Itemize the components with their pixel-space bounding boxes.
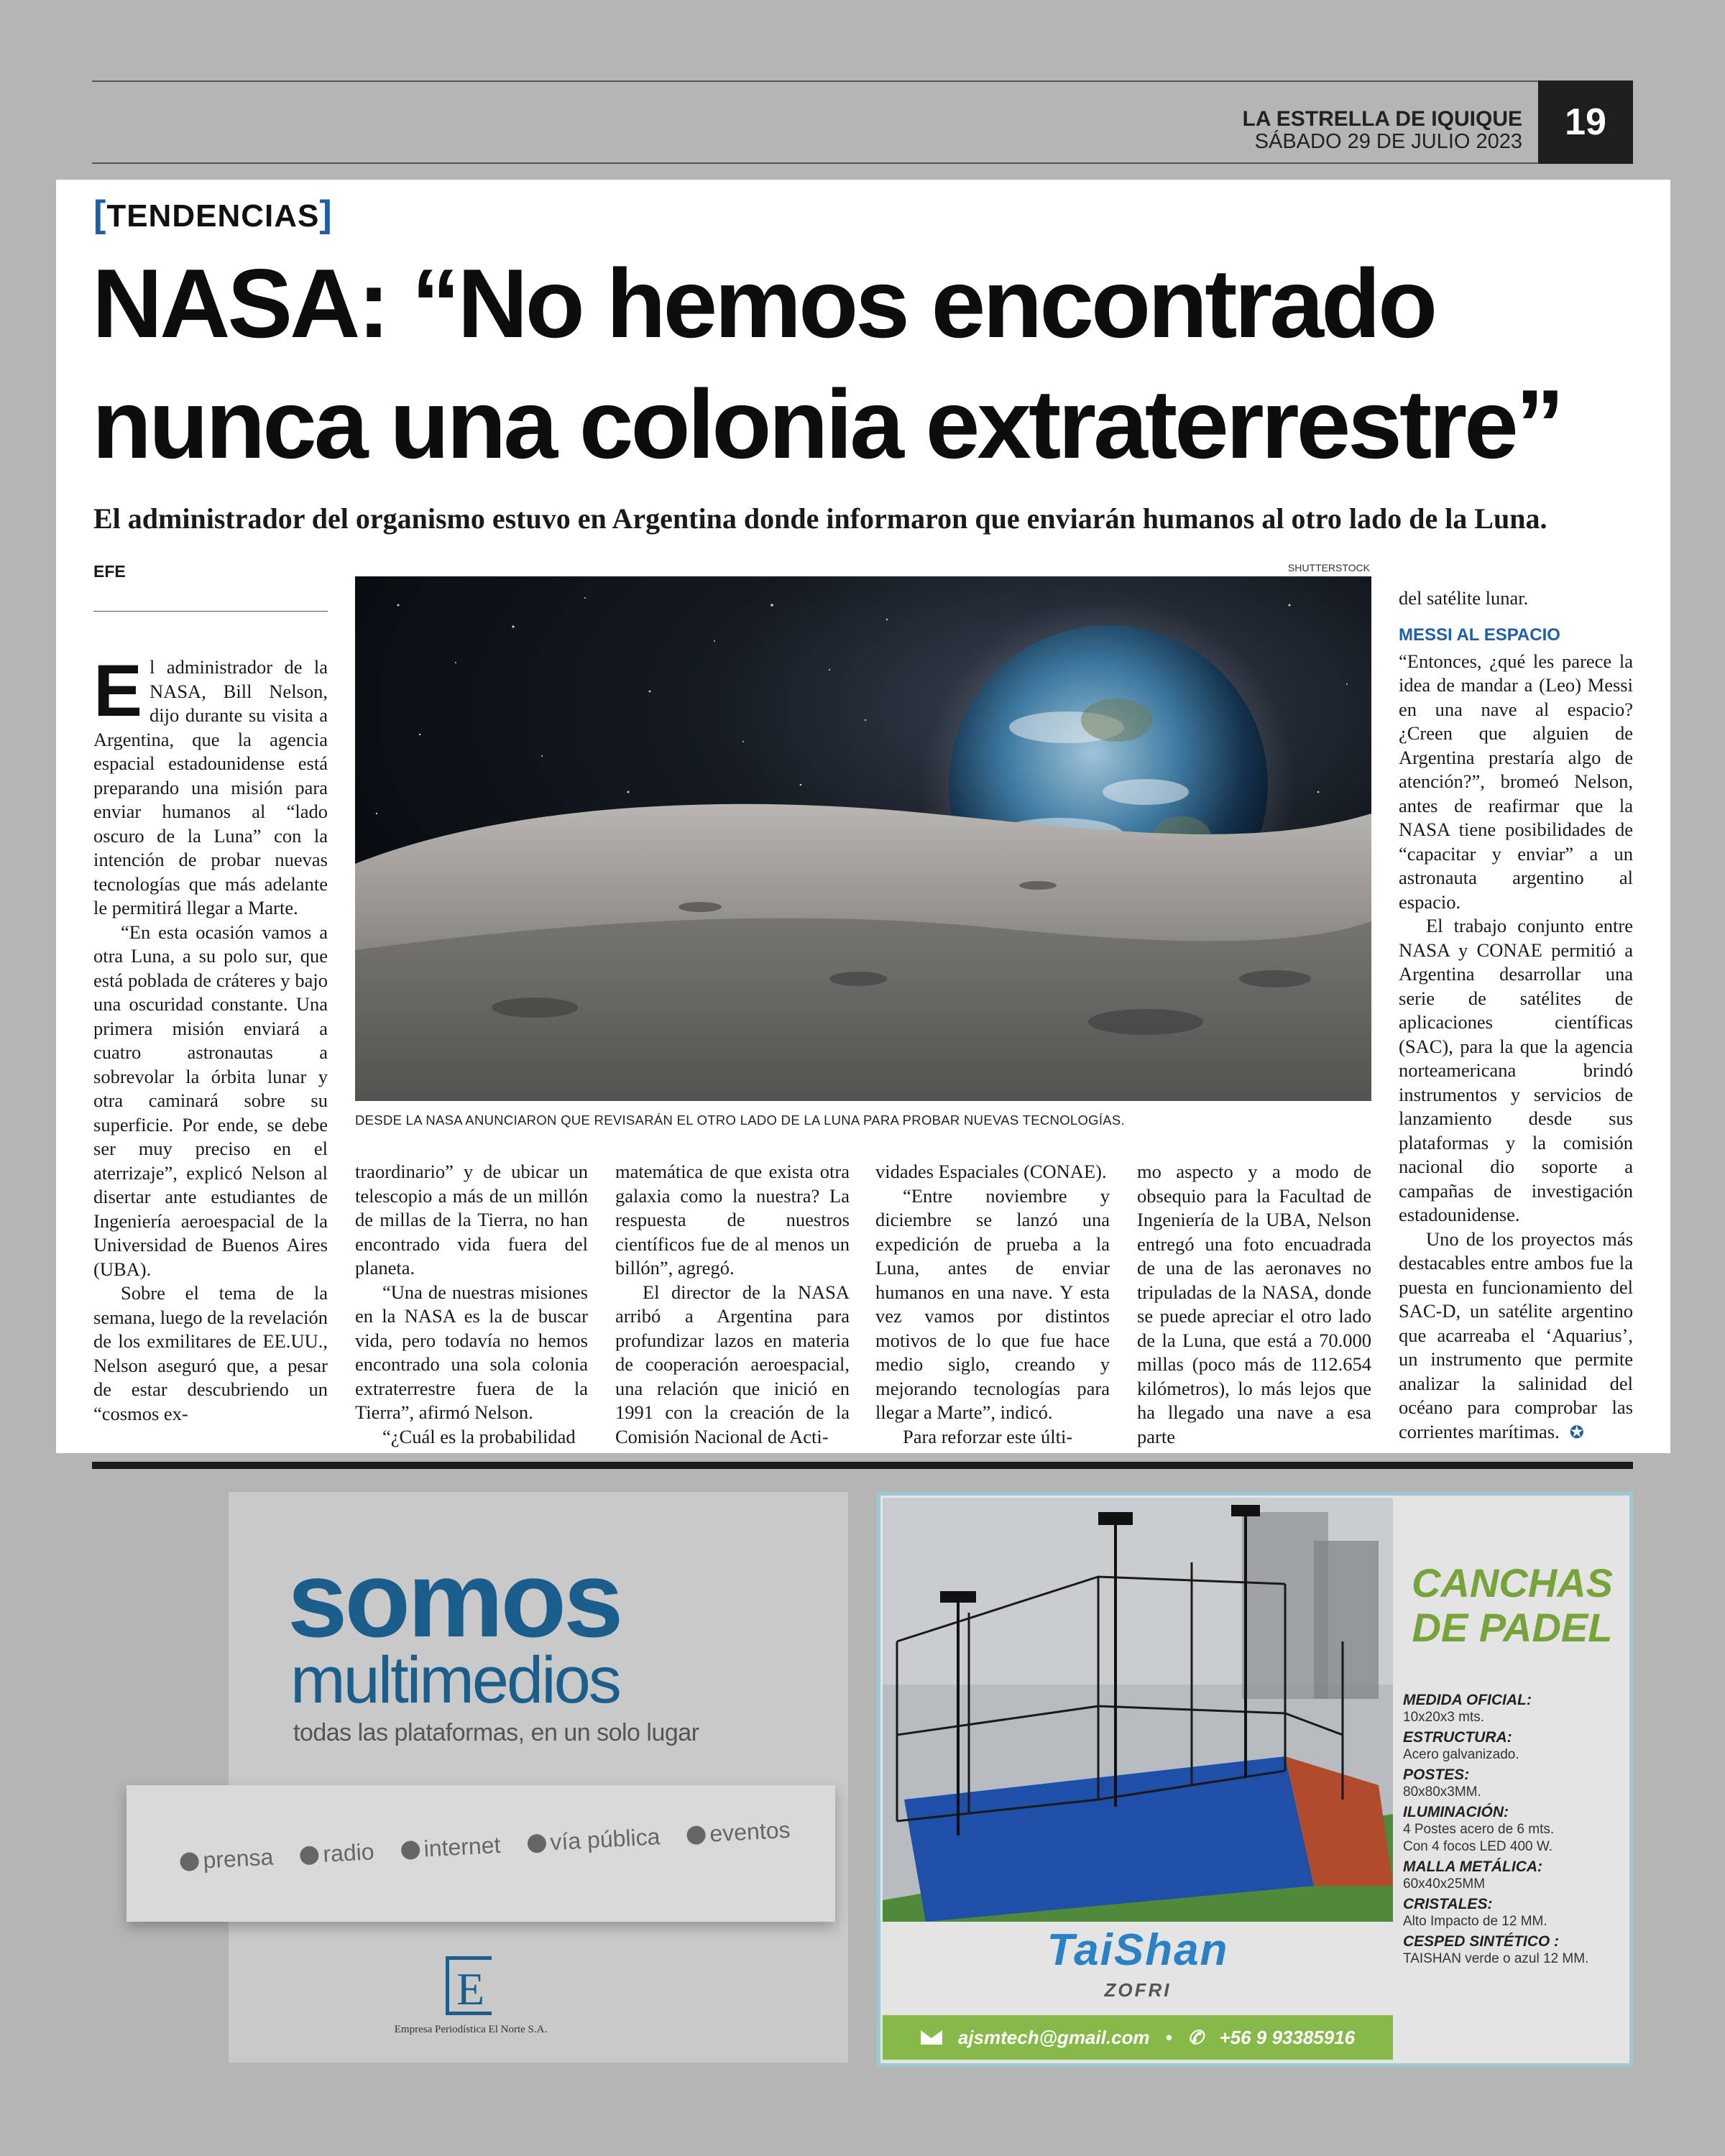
ad-divider [92,1462,1633,1469]
channel-prensa [180,1843,275,1875]
paragraph [1399,1227,1633,1446]
moon-earth-photo [355,576,1371,1101]
photo-caption: DESDE LA NASA ANUNCIARON QUE REVISARÁN EL OTRO LADO DE LA LUNA PARA PROBAR NUEVAS TECNOLOGÍAS. [355,1112,1126,1128]
contact-email[interactable]: ajsmtech@gmail.com [957,2026,1150,2048]
paragraph: El director de la NASA arribó a Argentina para profundizar lazos en materia de cooperación aeroespacial, una relación que inició en 1991 con la creación de la Comisión Nacional de Acti- [615,1281,850,1447]
contact-phone[interactable]: +56 9 93385916 [1219,2026,1356,2048]
deck: El administrador del organismo estuvo en Argentina donde informaron que enviarán humanos al otro lado de la Luna. [93,502,1547,535]
photo-credit: SHUTTERSTOCK [1287,562,1370,573]
article-column-6 [1399,586,1633,1445]
mail-icon [921,2030,942,2045]
paragraph: mo aspecto y a modo de obsequio para la Facultad de Ingeniería de la UBA, Nelson entregó una foto encuadrada de una de las aeronaves no tripuladas de la NASA, donde se puede apreciar el otro lado de la Luna, que está a 70.000 millas (poco más de 112.654 kilómetros), lo más lejos que ha llegado una nave a esa parte [1137,1161,1371,1447]
somos-tagline: todas las plataformas, en un solo lugar [293,1719,699,1746]
padel-court-illustration [883,1498,1393,1922]
internet-icon [400,1840,420,1859]
billboard-icon [527,1833,546,1853]
canchas-title [1404,1561,1620,1650]
paragraph [93,650,328,921]
section-label: TENDENCIAS [106,198,320,234]
spec-label: CRISTALES: [1403,1896,1493,1912]
section-kicker: [TENDENCIAS] [93,193,333,235]
separator-dot-icon: • [1165,2026,1172,2048]
channel-label: radio [322,1838,375,1867]
taishan-brand [883,1922,1393,2014]
page-number: 19 [1538,80,1633,164]
radio-icon [300,1846,319,1865]
taishan-logo: TaiShan [1046,1925,1229,1975]
multimedios-wordmark: multimedios [290,1644,620,1717]
moon-earth-illustration [355,576,1371,1101]
paragraph-text: Uno de los proyectos más destacables entre ambos fue la puesta en funcionamiento del SAC-D, un satélite argentino que acarreaba el ‘Aquarius’, un instrumento que permite analizar la salinidad del océano para comprobar las corrientes marítimas. [1399,1227,1633,1442]
whatsapp-icon: ✆ [1187,2026,1204,2048]
spec-label: MALLA METÁLICA: [1403,1858,1543,1875]
publication-name: LA ESTRELLA DE IQUIQUE [1242,107,1522,131]
article-column-1 [93,650,328,1426]
spec-label: CESPED SINTÉTICO : [1403,1933,1560,1950]
article-column-5 [1137,1160,1371,1449]
channel-label: eventos [709,1816,791,1847]
paragraph: “Entonces, ¿qué les parece la idea de mandar a (Leo) Messi en una nave al espacio? ¿Creen que alguien de Argentina prestaría algo de atención?”, bromeó Nelson, antes de reafirmar que la NASA tiene posibilidades de “capacitar y enviar” a un astronauta argentino al espacio. [1399,650,1633,913]
channel-internet [400,1832,501,1864]
paragraph: “Una de nuestras misiones en la NASA es la de buscar vida, pero todavía no hemos encontrado una sola colonia extraterrestre fuera de la Tierra”, afirmó Nelson. [355,1281,588,1423]
spec-value: 4 Postes acero de 6 mts. Con 4 focos LED 400 W. [1403,1822,1555,1854]
top-rule [92,80,1633,82]
publication-date: SÁBADO 29 DE JULIO 2023 [1254,130,1522,153]
eventos-icon [686,1825,706,1844]
spec-value: 60x40x25MM [1403,1876,1486,1892]
dropcap: E [93,650,143,732]
spec-label: ILUMINACIÓN: [1403,1804,1509,1820]
channel-radio [300,1838,375,1869]
end-mark-icon: ✪ [1569,1423,1584,1442]
zofri-label: ZOFRI [1104,1979,1172,2001]
prensa-icon [180,1851,199,1871]
company-name: Empresa Periodística El Norte S.A. [394,2024,548,2035]
publication-header [1243,108,1522,152]
padel-specs [1403,1689,1626,1968]
spec-value: 80x80x3MM. [1403,1784,1481,1800]
spec-label: ESTRUCTURA: [1403,1729,1512,1746]
paragraph: El trabajo conjunto entre NASA y CONAE permitió a Argentina desarrollar una serie de satélites de aplicaciones científicas (SAC), para la que la agencia norteamericana brindó instrumentos y servicios de lanzamiento desde sus plataformas y la comisión nacional dio soporte a campañas de investigación estadounidense. [1399,915,1633,1225]
spec-value: Acero galvanizado. [1403,1747,1519,1762]
paragraph: Para reforzar este últi- [903,1425,1073,1447]
paragraph: del satélite lunar. [1399,587,1529,609]
article-column-3 [615,1160,850,1449]
spec-label: POSTES: [1403,1766,1470,1783]
paragraph: “En esta ocasión vamos a otra Luna, a su polo sur, que está poblada de cráteres y bajo una oscuridad constante. Una primera misión enviará a cuatro astronautas a sobrevolar la órbita lunar y otra caminará sobre su superficie. Por ende, se debe ser muy preciso en el aterrizaje”, explicó Nelson al disertar ante estudiantes de Ingeniería aeroespacial de la Universidad de Buenos Aires (UBA). [93,921,328,1280]
headline: NASA: “No hemos encontrado nunca una colonia extraterrestre” [92,249,1562,479]
el-norte-logo: E [446,1956,492,2015]
paragraph-text: l administrador de la NASA, Bill Nelson, dijo durante su visita a Argentina, que la agencia espacial estadounidense está preparando una misión para enviar humanos al “lado oscuro de la Luna” con la intención de probar nuevas tecnologías que más adelante le permitirá llegar a Marte. [93,656,328,918]
article-column-4 [875,1160,1110,1449]
padel-court-photo [883,1498,1393,1922]
spec-value: 10x20x3 mts. [1403,1710,1484,1725]
canchas-title-line: DE PADEL [1412,1605,1613,1650]
paragraph: traordinario” y de ubicar un telescopio a más de un millón de millas de la Tierra, no han encontrado vida fuera del planeta. [355,1161,588,1279]
canchas-title-line: CANCHAS [1412,1560,1613,1606]
paragraph: matemática de que exista otra galaxia como la nuestra? La respuesta de nuestros científicos fue de al menos un billón”, agregó. [615,1161,850,1279]
paragraph: Sobre el tema de la semana, luego de la revelación de los exmilitares de EE.UU., Nelson aseguró que, a pesar de estar descubriendo un “cosmos ex- [93,1282,328,1424]
spec-value: Alto Impacto de 12 MM. [1403,1914,1547,1929]
paragraph: vidades Espaciales (CONAE). [875,1161,1107,1182]
paragraph: “Entre noviembre y diciembre se lanzó una expedición de prueba a la Luna, antes de enviar humanos en una nave. Y esta vez vamos por distintos motivos de lo que fue hace medio siglo, creando y mejorando tecnologías para llegar a Marte”, indicó. [875,1184,1110,1423]
paragraph: “¿Cuál es la probabilidad [382,1425,576,1447]
channel-eventos [686,1817,791,1848]
spec-label: MEDIDA OFICIAL: [1403,1692,1532,1708]
byline-rule [93,611,328,612]
subhead: MESSI AL ESPACIO [1399,625,1560,645]
contact-bar [883,2015,1393,2060]
channel-label: internet [423,1831,502,1862]
spec-value: TAISHAN verde o azul 12 MM. [1403,1951,1589,1966]
channel-label: vía pública [549,1823,661,1856]
somos-wordmark: somos [288,1539,621,1659]
byline: EFE [93,562,126,581]
article-column-2 [355,1160,588,1449]
channel-label: prensa [202,1843,275,1874]
header-rule [92,162,1633,164]
